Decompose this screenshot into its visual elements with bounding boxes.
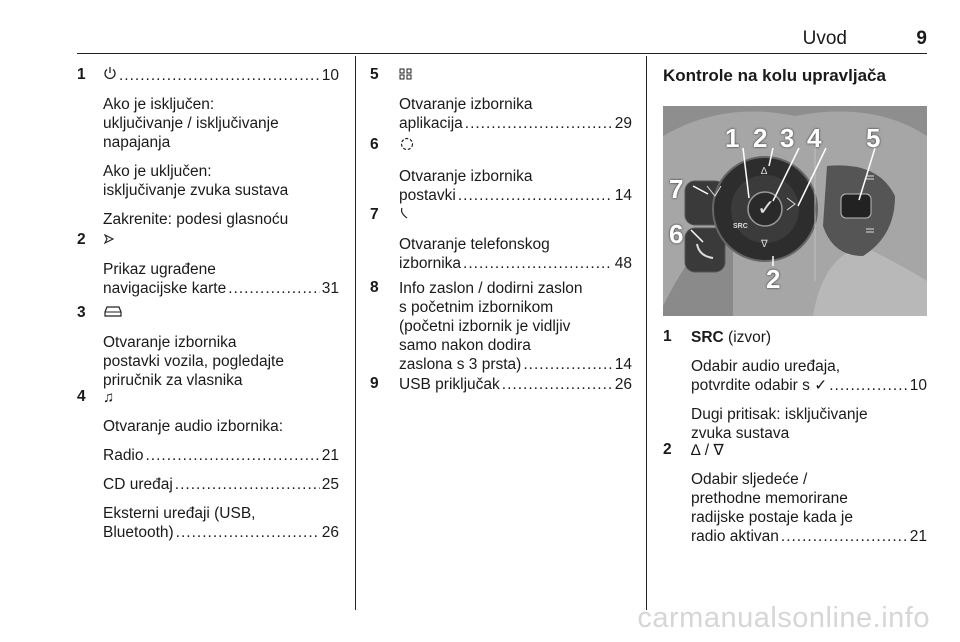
chapter-title: Uvod [802, 28, 847, 49]
callout-7: 7 [669, 174, 684, 204]
item-number: 7 [370, 206, 379, 223]
callout-1: 1 [725, 123, 740, 153]
text-line: napajanja [103, 134, 171, 151]
page-ref: 10 [909, 377, 927, 394]
text-line: Otvaranje audio izbornika: [103, 418, 284, 435]
car-icon [103, 304, 123, 323]
column-1 [77, 66, 339, 606]
text-line: Otvaranje izbornika [103, 334, 237, 351]
callout-2-bottom: 2 [766, 264, 781, 294]
watermark: carmanualsonline.info [637, 602, 930, 634]
page-ref: 26 [321, 524, 339, 541]
callout-2: 2 [753, 123, 768, 153]
text-line: radio aktivan [691, 528, 779, 545]
text-line: Radio [103, 447, 144, 464]
text-line: Eksterni uređaji (USB, [103, 505, 256, 522]
item-number: 1 [663, 328, 672, 345]
navigation-icon [103, 231, 115, 250]
apps-grid-icon [399, 66, 413, 85]
item-number: 9 [370, 375, 379, 392]
item-number: 3 [77, 304, 86, 321]
text-line: Bluetooth) [103, 524, 174, 541]
text-line: (početni izbornik je vidljiv [399, 318, 571, 335]
check-icon: ✓ [814, 377, 828, 394]
text-line: Prikaz ugrađene [103, 261, 216, 278]
item-number: 1 [77, 66, 86, 83]
text-line: Zakrenite: podesi glasnoću [103, 211, 289, 228]
page-ref: 48 [614, 255, 632, 272]
text-line: Otvaranje izbornika [399, 168, 533, 185]
callout-3: 3 [780, 123, 795, 153]
column-3 [663, 328, 927, 558]
page-ref: 31 [321, 280, 339, 297]
callout-5: 5 [866, 123, 881, 153]
header-rule [77, 53, 927, 54]
column-divider-2 [646, 56, 647, 610]
text-line: aplikacija [399, 115, 463, 132]
text-line: postavki vozila, pogledajte [103, 353, 284, 370]
page-ref: 14 [614, 187, 632, 204]
page-ref: 14 [614, 356, 632, 373]
text-line: postavki [399, 187, 456, 204]
page-ref: 21 [321, 447, 339, 464]
text-line: zaslona s 3 prsta) [399, 356, 522, 373]
text-line: Odabir audio uređaja, [691, 358, 841, 375]
ok-check-icon: ✓ [757, 195, 776, 220]
item-number: 2 [663, 441, 672, 458]
page-ref: 25 [321, 476, 339, 493]
text-line: Ako je uključen: [103, 163, 212, 180]
item-number: 6 [370, 136, 379, 153]
steering-wheel-image [663, 106, 927, 316]
text-line: zvuka sustava [691, 425, 790, 442]
column-2 [370, 66, 632, 606]
text-line: samo nakon dodira [399, 337, 531, 354]
text-line: uključivanje / isključivanje [103, 115, 279, 132]
page-ref: 10 [321, 67, 339, 84]
control-label: ∆ / ∇ [691, 442, 724, 459]
power-icon [103, 66, 117, 85]
music-note-icon: ♫ [103, 389, 115, 406]
text-line: isključivanje zvuka sustava [103, 182, 289, 199]
src-button-label: SRC [733, 223, 748, 230]
text-line: Ako je isključen: [103, 96, 215, 113]
item-number: 5 [370, 66, 379, 83]
text-line: radijske postaje kada je [691, 509, 853, 526]
steering-wheel-illustration [663, 106, 927, 316]
arrow-up-icon: ∆ [761, 166, 768, 177]
column-divider-1 [355, 56, 356, 610]
text-line: prethodne memorirane [691, 490, 848, 507]
item-number: 2 [77, 231, 86, 248]
text-line: Dugi pritisak: isključivanje [691, 406, 868, 423]
text-line: CD uređaj [103, 476, 173, 493]
text-line: Info zaslon / dodirni zaslon [399, 280, 583, 297]
callout-4: 4 [807, 123, 822, 153]
phone-icon [399, 206, 411, 225]
text-line: potvrdite odabir s [691, 377, 815, 394]
control-label-rest: (izvor) [723, 329, 772, 346]
arrow-down-icon: ∇ [761, 239, 768, 250]
item-number: 8 [370, 279, 379, 296]
item-number: 4 [77, 388, 86, 405]
text-line: s početnim izbornikom [399, 299, 554, 316]
text-line: USB priključak [399, 376, 500, 393]
text-line: navigacijske karte [103, 280, 227, 297]
callout-6: 6 [669, 219, 684, 249]
text-line: Odabir sljedeće / [691, 471, 808, 488]
text-line: priručnik za vlasnika [103, 372, 243, 389]
page-ref: 26 [614, 376, 632, 393]
text-line: Otvaranje telefonskog [399, 236, 550, 253]
page-number: 9 [916, 28, 927, 49]
section-title: Kontrole na kolu upravljača [663, 66, 886, 85]
text-line: izbornika [399, 255, 462, 272]
page-ref: 29 [614, 115, 632, 132]
settings-icon [399, 136, 415, 157]
control-label: SRC [691, 329, 724, 346]
page-header [77, 28, 927, 50]
text-line: Otvaranje izbornika [399, 96, 533, 113]
page-ref: 21 [909, 528, 927, 545]
